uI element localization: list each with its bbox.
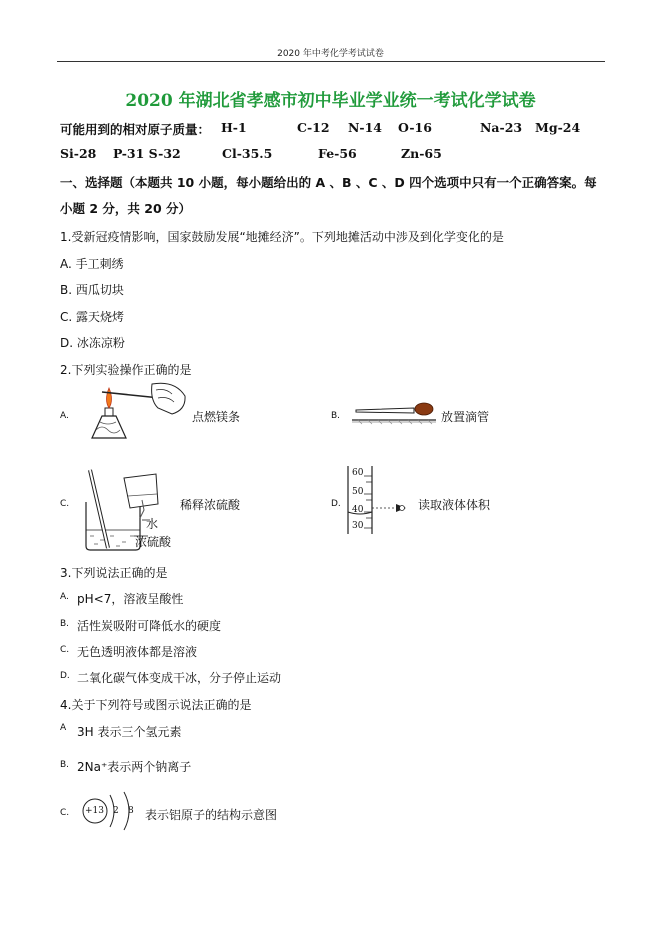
q2-c-letter: C. (60, 499, 70, 509)
q3-c-letter: C. (60, 645, 70, 655)
atomic-mass-c: C-12 (297, 120, 330, 135)
q2-c-water-label: 水 (146, 517, 159, 531)
section-heading-line2: 小题 2 分，共 20 分） (60, 201, 192, 216)
q2-b-text: 放置滴管 (441, 410, 490, 424)
q2-d-letter: D. (331, 499, 341, 509)
header-rule (57, 61, 605, 62)
q4-stem: 4.关于下列符号或图示说法正确的是 (60, 698, 252, 712)
q1-option-b: B. 西瓜切块 (60, 283, 124, 297)
cylinder-tick-50: 50 (352, 487, 364, 497)
cylinder-tick-30: 30 (352, 521, 364, 531)
q3-a-text: pH<7，溶液呈酸性 (77, 592, 184, 606)
q4-c-text: 表示铝原子的结构示意图 (145, 808, 278, 822)
q2-c-acid-label: 浓硫酸 (135, 535, 172, 549)
cylinder-tick-40: 40 (352, 505, 364, 515)
q3-d-text: 二氧化碳气体变成干冰，分子停止运动 (77, 671, 282, 685)
atomic-mass-p-s: P-31 S-32 (113, 146, 181, 161)
q4-a-text: 3H 表示三个氢元素 (77, 725, 182, 739)
q1-option-c: C. 露天烧烤 (60, 310, 125, 324)
atomic-mass-si: Si-28 (60, 146, 97, 161)
atom-shell-1: 2 (113, 806, 119, 816)
atom-shell-2: 8 (128, 806, 134, 816)
alcohol-lamp-illustration (80, 378, 190, 448)
q4-a-letter: A (60, 723, 67, 733)
atomic-mass-cl: Cl-35.5 (222, 146, 273, 161)
q3-d-letter: D. (60, 671, 70, 681)
q2-a-letter: A. (60, 411, 69, 421)
q1-stem: 1.受新冠疫情影响，国家鼓励发展“地摊经济”。下列地摊活动中涉及到化学变化的是 (60, 230, 504, 244)
exam-title: 2020 年湖北省孝感市初中毕业学业统一考试化学试卷 (125, 91, 536, 111)
q1-option-d: D. 冰冻凉粉 (60, 336, 125, 350)
q3-stem: 3.下列说法正确的是 (60, 566, 168, 580)
cylinder-tick-60: 60 (352, 468, 364, 478)
q3-b-letter: B. (60, 619, 70, 629)
atom-nucleus-charge: +13 (85, 806, 104, 816)
atomic-mass-o: O-16 (398, 120, 432, 135)
q4-b-text: 2Na⁺表示两个钠离子 (77, 760, 192, 774)
q2-a-text: 点燃镁条 (192, 410, 241, 424)
q3-a-letter: A. (60, 592, 69, 602)
q2-b-letter: B. (331, 411, 341, 421)
q3-c-text: 无色透明液体都是溶液 (77, 645, 198, 659)
atomic-mass-n: N-14 (348, 120, 383, 135)
q4-b-letter: B. (60, 760, 70, 770)
dropper-illustration (352, 398, 438, 428)
q2-stem: 2.下列实验操作正确的是 (60, 363, 192, 377)
atomic-mass-h: H-1 (221, 120, 247, 135)
atomic-mass-na: Na-23 (480, 120, 523, 135)
q3-b-text: 活性炭吸附可降低水的硬度 (77, 619, 222, 633)
atomic-mass-label: 可能用到的相对原子质量： (60, 122, 211, 137)
atomic-mass-fe: Fe-56 (318, 146, 357, 161)
atomic-mass-zn: Zn-65 (401, 146, 442, 161)
section-heading-line1: 一、选择题（本题共 10 小题，每小题给出的 A 、B 、C 、D 四个选项中只有一个正确答案。每 (60, 175, 597, 190)
page-header: 2020 年中考化学考试试卷 (277, 49, 384, 59)
atomic-mass-mg: Mg-24 (535, 120, 581, 135)
q4-c-letter: C. (60, 808, 70, 818)
q2-c-text: 稀释浓硫酸 (180, 498, 241, 512)
q2-d-text: 读取液体体积 (418, 498, 491, 512)
q1-option-a: A. 手工刺绣 (60, 257, 124, 271)
